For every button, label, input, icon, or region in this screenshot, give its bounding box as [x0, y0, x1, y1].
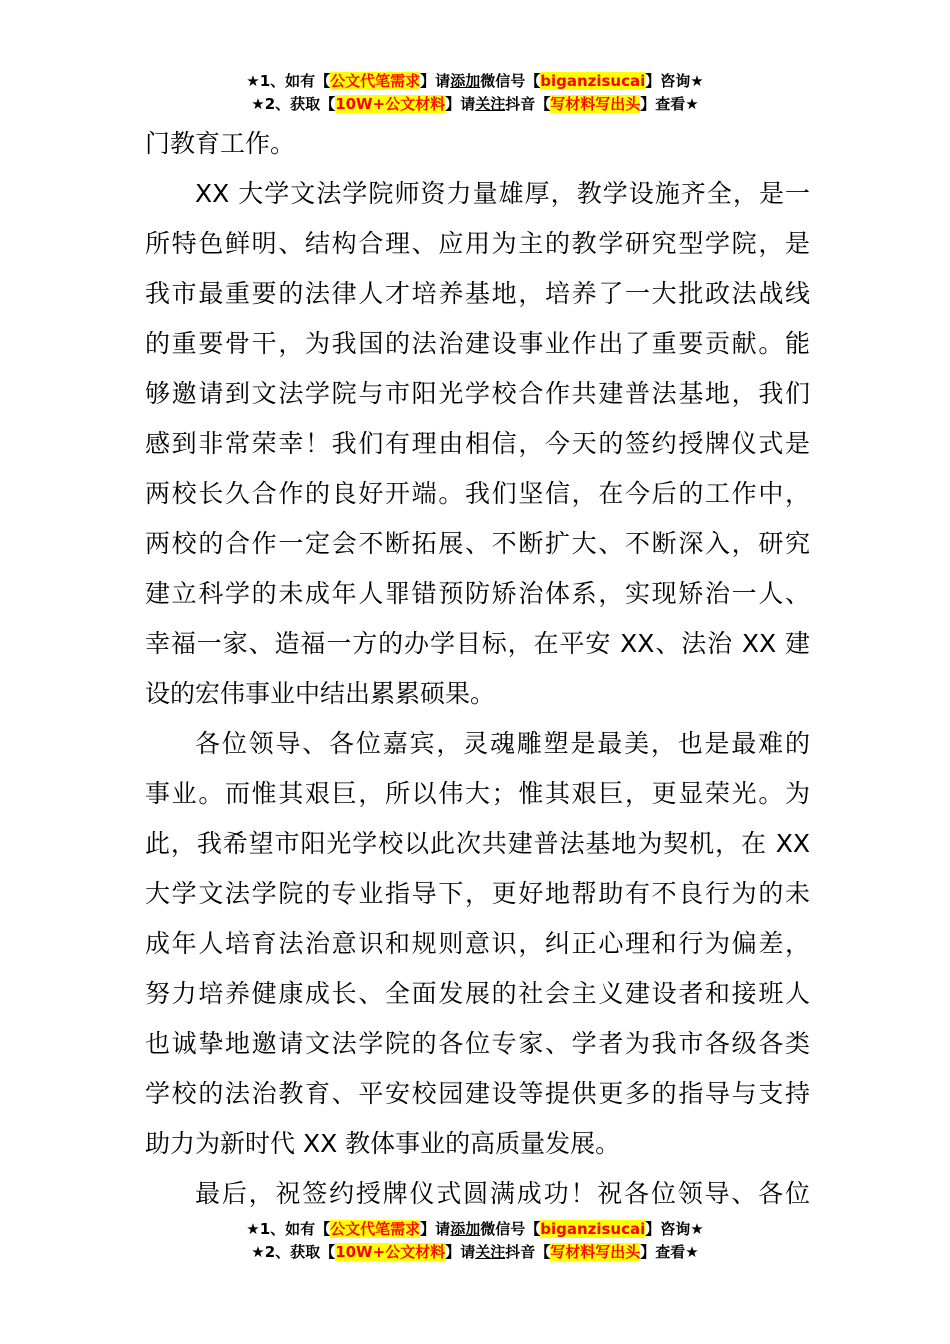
banner-highlight: 10W+公文材料: [335, 1243, 446, 1261]
banner-highlight: 写材料写出头: [550, 95, 641, 113]
banner-text: 】咨询★: [645, 1220, 704, 1238]
banner-text: 抖音【: [505, 1243, 551, 1261]
banner-text: 抖音【: [505, 95, 551, 113]
banner-text: 微信号【: [480, 1220, 541, 1238]
body-line: 最后，祝签约授牌仪式圆满成功！祝各位领导、各位: [195, 1179, 810, 1208]
body-line: XX 大学文法学院师资力量雄厚，教学设施齐全，是一: [195, 179, 810, 208]
banner-text: 微信号【: [480, 72, 541, 90]
header-banner-line-1: [0, 70, 950, 93]
banner-highlight: 公文代笔需求: [330, 1220, 421, 1238]
banner-highlight: 公文代笔需求: [330, 72, 421, 90]
banner-highlight: 10W+公文材料: [335, 95, 446, 113]
banner-text: 】咨询★: [645, 72, 704, 90]
banner-text: 】请: [445, 95, 476, 113]
body-line: 建立科学的未成年人罪错预防矫治体系，实现矫治一人、: [145, 579, 810, 608]
body-line: 够邀请到文法学院与市阳光学校合作共建普法基地，我们: [145, 379, 810, 408]
body-line: 所特色鲜明、结构合理、应用为主的教学研究型学院，是: [145, 229, 810, 258]
body-line: 学校的法治教育、平安校园建设等提供更多的指导与支持: [145, 1079, 810, 1108]
banner-text: ★2、获取【: [251, 95, 336, 113]
body-line: 的重要骨干，为我国的法治建设事业作出了重要贡献。能: [145, 329, 810, 358]
banner-underline: 关注: [475, 95, 506, 113]
banner-text: ★1、如有【: [246, 1220, 331, 1238]
body-line: 此，我希望市阳光学校以此次共建普法基地为契机，在 XX: [145, 829, 810, 858]
body-line: 设的宏伟事业中结出累累硕果。: [145, 679, 496, 708]
body-line: 助力为新时代 XX 教体事业的高质量发展。: [145, 1129, 621, 1158]
body-line: 两校的合作一定会不断拓展、不断扩大、不断深入，研究: [145, 529, 810, 558]
banner-text: ★2、获取【: [251, 1243, 336, 1261]
body-line: 努力培养健康成长、全面发展的社会主义建设者和接班人: [145, 979, 810, 1008]
body-line: 两校长久合作的良好开端。我们坚信，在今后的工作中，: [145, 479, 810, 508]
banner-text: 】请: [420, 72, 451, 90]
banner-text: 】请: [445, 1243, 476, 1261]
banner-underline: 添加: [450, 72, 481, 90]
header-banner: [0, 70, 950, 116]
footer-banner: [0, 1218, 950, 1264]
banner-highlight: biganzisucai: [540, 72, 646, 90]
body-line: 事业。而惟其艰巨，所以伟大；惟其艰巨，更显荣光。为: [145, 779, 810, 808]
document-body: [145, 119, 810, 1219]
body-line: 也诚挚地邀请文法学院的各位专家、学者为我市各级各类: [145, 1029, 810, 1058]
footer-banner-line-2: [0, 1241, 950, 1264]
banner-text: 】查看★: [640, 1243, 699, 1261]
body-line: 各位领导、各位嘉宾，灵魂雕塑是最美，也是最难的: [195, 729, 810, 758]
body-line: 大学文法学院的专业指导下，更好地帮助有不良行为的未: [145, 879, 810, 908]
body-line: 幸福一家、造福一方的办学目标，在平安 XX、法治 XX 建: [145, 629, 810, 658]
banner-text: 】请: [420, 1220, 451, 1238]
body-line: 我市最重要的法律人才培养基地，培养了一大批政法战线: [145, 279, 810, 308]
header-banner-line-2: [0, 93, 950, 116]
banner-underline: 添加: [450, 1220, 481, 1238]
banner-text: ★1、如有【: [246, 72, 331, 90]
body-line: 感到非常荣幸！我们有理由相信，今天的签约授牌仪式是: [145, 429, 810, 458]
body-line: 门教育工作。: [145, 129, 296, 158]
banner-highlight: biganzisucai: [540, 1220, 646, 1238]
banner-highlight: 写材料写出头: [550, 1243, 641, 1261]
footer-banner-line-1: [0, 1218, 950, 1241]
banner-underline: 关注: [475, 1243, 506, 1261]
banner-text: 】查看★: [640, 95, 699, 113]
body-line: 成年人培育法治意识和规则意识，纠正心理和行为偏差，: [145, 929, 810, 958]
